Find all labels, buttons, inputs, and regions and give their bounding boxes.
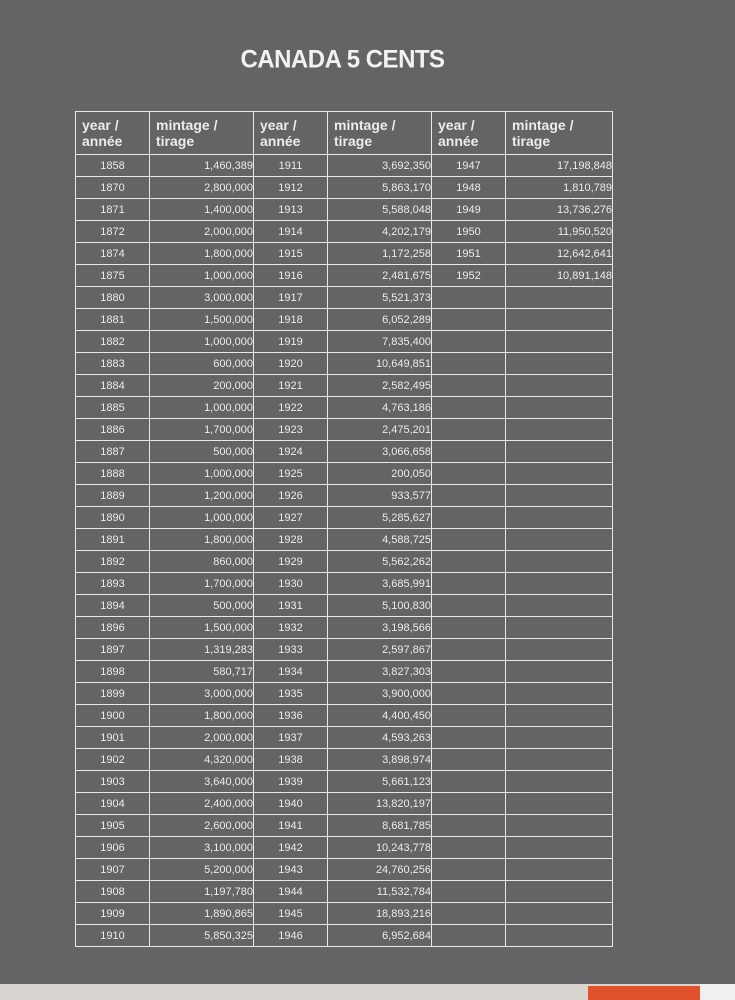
- mintage-cell: [506, 485, 613, 507]
- year-cell: 1901: [76, 727, 150, 749]
- year-cell: 1916: [254, 265, 328, 287]
- mintage-cell: [506, 397, 613, 419]
- year-cell: 1941: [254, 815, 328, 837]
- mintage-cell: 17,198,848: [506, 155, 613, 177]
- header-mintage: mintage / tirage: [150, 112, 254, 155]
- mintage-cell: 13,820,197: [328, 793, 432, 815]
- table-row: [76, 793, 613, 815]
- table-row: [76, 551, 613, 573]
- year-cell: 1935: [254, 683, 328, 705]
- mintage-cell: [506, 419, 613, 441]
- mintage-cell: 1,890,865: [150, 903, 254, 925]
- mintage-cell: 5,200,000: [150, 859, 254, 881]
- table-row: [76, 749, 613, 771]
- mintage-cell: 4,588,725: [328, 529, 432, 551]
- table-row: [76, 771, 613, 793]
- year-cell: 1871: [76, 199, 150, 221]
- year-cell: 1948: [432, 177, 506, 199]
- year-cell: 1899: [76, 683, 150, 705]
- mintage-cell: [506, 859, 613, 881]
- table-row: [76, 419, 613, 441]
- mintage-cell: 2,800,000: [150, 177, 254, 199]
- mintage-cell: 3,900,000: [328, 683, 432, 705]
- year-cell: 1907: [76, 859, 150, 881]
- year-cell: [432, 375, 506, 397]
- mintage-cell: [506, 507, 613, 529]
- mintage-cell: 1,460,389: [150, 155, 254, 177]
- mintage-cell: [506, 903, 613, 925]
- mintage-cell: 2,000,000: [150, 727, 254, 749]
- mintage-cell: 3,198,566: [328, 617, 432, 639]
- table-row: [76, 573, 613, 595]
- table-row: [76, 683, 613, 705]
- header-row: [76, 112, 613, 155]
- table-row: [76, 925, 613, 947]
- mintage-cell: 1,800,000: [150, 705, 254, 727]
- mintage-cell: 1,700,000: [150, 573, 254, 595]
- mintage-cell: 3,692,350: [328, 155, 432, 177]
- year-cell: 1896: [76, 617, 150, 639]
- year-cell: [432, 595, 506, 617]
- year-cell: 1944: [254, 881, 328, 903]
- table-row: [76, 265, 613, 287]
- year-cell: [432, 639, 506, 661]
- mintage-table: [75, 111, 613, 947]
- header-year: year / année: [254, 112, 328, 155]
- year-cell: 1913: [254, 199, 328, 221]
- table-row: [76, 837, 613, 859]
- mintage-cell: 5,285,627: [328, 507, 432, 529]
- table-row: [76, 661, 613, 683]
- mintage-cell: 4,593,263: [328, 727, 432, 749]
- table-row: [76, 529, 613, 551]
- mintage-cell: [506, 727, 613, 749]
- year-cell: [432, 331, 506, 353]
- mintage-cell: 13,736,276: [506, 199, 613, 221]
- year-cell: 1883: [76, 353, 150, 375]
- year-cell: 1900: [76, 705, 150, 727]
- mintage-cell: [506, 287, 613, 309]
- mintage-cell: 1,500,000: [150, 309, 254, 331]
- mintage-cell: [506, 595, 613, 617]
- mintage-cell: [506, 309, 613, 331]
- year-cell: [432, 551, 506, 573]
- year-cell: 1921: [254, 375, 328, 397]
- mintage-cell: 500,000: [150, 441, 254, 463]
- mintage-cell: [506, 925, 613, 947]
- year-cell: 1930: [254, 573, 328, 595]
- table-row: [76, 331, 613, 353]
- mintage-cell: 4,400,450: [328, 705, 432, 727]
- mintage-cell: 3,000,000: [150, 683, 254, 705]
- mintage-cell: 8,681,785: [328, 815, 432, 837]
- mintage-cell: 200,050: [328, 463, 432, 485]
- year-cell: 1919: [254, 331, 328, 353]
- year-cell: 1949: [432, 199, 506, 221]
- mintage-cell: 1,200,000: [150, 485, 254, 507]
- year-cell: 1942: [254, 837, 328, 859]
- mintage-cell: 7,835,400: [328, 331, 432, 353]
- page-title: CANADA 5 CENTS: [240, 45, 445, 74]
- table-row: [76, 397, 613, 419]
- year-cell: 1938: [254, 749, 328, 771]
- table-row: [76, 243, 613, 265]
- year-cell: 1931: [254, 595, 328, 617]
- year-cell: 1918: [254, 309, 328, 331]
- mintage-cell: [506, 375, 613, 397]
- year-cell: [432, 815, 506, 837]
- mintage-cell: [506, 639, 613, 661]
- year-cell: 1947: [432, 155, 506, 177]
- year-cell: 1928: [254, 529, 328, 551]
- table-header: [76, 112, 613, 155]
- year-cell: 1882: [76, 331, 150, 353]
- year-cell: 1884: [76, 375, 150, 397]
- year-cell: [432, 485, 506, 507]
- year-cell: 1904: [76, 793, 150, 815]
- mintage-cell: [506, 441, 613, 463]
- table-row: [76, 199, 613, 221]
- year-cell: [432, 859, 506, 881]
- year-cell: 1875: [76, 265, 150, 287]
- year-cell: [432, 683, 506, 705]
- year-cell: 1885: [76, 397, 150, 419]
- mintage-cell: 2,400,000: [150, 793, 254, 815]
- mintage-cell: [506, 353, 613, 375]
- table-row: [76, 595, 613, 617]
- mintage-cell: 10,243,778: [328, 837, 432, 859]
- year-cell: 1946: [254, 925, 328, 947]
- mintage-cell: 4,320,000: [150, 749, 254, 771]
- mintage-cell: [506, 529, 613, 551]
- year-cell: [432, 573, 506, 595]
- year-cell: 1886: [76, 419, 150, 441]
- mintage-cell: 12,642,641: [506, 243, 613, 265]
- table-row: [76, 463, 613, 485]
- year-cell: 1951: [432, 243, 506, 265]
- mintage-cell: 5,850,325: [150, 925, 254, 947]
- mintage-cell: [506, 331, 613, 353]
- year-cell: 1874: [76, 243, 150, 265]
- year-cell: 1890: [76, 507, 150, 529]
- table-row: [76, 287, 613, 309]
- year-cell: 1906: [76, 837, 150, 859]
- mintage-cell: 10,649,851: [328, 353, 432, 375]
- mintage-cell: [506, 705, 613, 727]
- year-cell: 1934: [254, 661, 328, 683]
- year-cell: 1912: [254, 177, 328, 199]
- mintage-cell: 3,100,000: [150, 837, 254, 859]
- year-cell: 1936: [254, 705, 328, 727]
- mintage-cell: [506, 881, 613, 903]
- year-cell: [432, 463, 506, 485]
- mintage-cell: 5,588,048: [328, 199, 432, 221]
- year-cell: 1905: [76, 815, 150, 837]
- mintage-cell: 500,000: [150, 595, 254, 617]
- year-cell: 1914: [254, 221, 328, 243]
- mintage-cell: 200,000: [150, 375, 254, 397]
- mintage-cell: 5,863,170: [328, 177, 432, 199]
- mintage-cell: 860,000: [150, 551, 254, 573]
- year-cell: 1952: [432, 265, 506, 287]
- mintage-cell: 1,197,780: [150, 881, 254, 903]
- mintage-cell: [506, 771, 613, 793]
- year-cell: 1880: [76, 287, 150, 309]
- header-year: year / année: [76, 112, 150, 155]
- mintage-cell: 24,760,256: [328, 859, 432, 881]
- year-cell: 1927: [254, 507, 328, 529]
- year-cell: [432, 661, 506, 683]
- table-row: [76, 485, 613, 507]
- mintage-cell: 5,521,373: [328, 287, 432, 309]
- year-cell: 1945: [254, 903, 328, 925]
- mintage-cell: 1,500,000: [150, 617, 254, 639]
- year-cell: 1870: [76, 177, 150, 199]
- year-cell: 1889: [76, 485, 150, 507]
- mintage-cell: [506, 661, 613, 683]
- mintage-cell: [506, 815, 613, 837]
- header-mintage: mintage / tirage: [328, 112, 432, 155]
- mintage-cell: 11,532,784: [328, 881, 432, 903]
- year-cell: 1933: [254, 639, 328, 661]
- year-cell: 1887: [76, 441, 150, 463]
- year-cell: [432, 749, 506, 771]
- year-cell: 1897: [76, 639, 150, 661]
- table-body: [76, 155, 613, 947]
- mintage-cell: 1,000,000: [150, 397, 254, 419]
- mintage-cell: 933,577: [328, 485, 432, 507]
- mintage-cell: 2,000,000: [150, 221, 254, 243]
- year-cell: [432, 397, 506, 419]
- mintage-cell: 2,481,675: [328, 265, 432, 287]
- year-cell: [432, 287, 506, 309]
- year-cell: 1929: [254, 551, 328, 573]
- year-cell: [432, 529, 506, 551]
- year-cell: [432, 727, 506, 749]
- mintage-cell: 1,000,000: [150, 331, 254, 353]
- table-row: [76, 155, 613, 177]
- year-cell: 1910: [76, 925, 150, 947]
- mintage-cell: 600,000: [150, 353, 254, 375]
- mintage-cell: 1,172,258: [328, 243, 432, 265]
- table-row: [76, 617, 613, 639]
- year-cell: 1940: [254, 793, 328, 815]
- table-row: [76, 353, 613, 375]
- mintage-cell: 2,475,201: [328, 419, 432, 441]
- mintage-cell: 2,597,867: [328, 639, 432, 661]
- mintage-cell: 3,000,000: [150, 287, 254, 309]
- year-cell: 1932: [254, 617, 328, 639]
- year-cell: 1902: [76, 749, 150, 771]
- mintage-cell: 3,898,974: [328, 749, 432, 771]
- year-cell: [432, 881, 506, 903]
- table-row: [76, 727, 613, 749]
- mintage-cell: 10,891,148: [506, 265, 613, 287]
- year-cell: 1939: [254, 771, 328, 793]
- year-cell: 1924: [254, 441, 328, 463]
- year-cell: 1858: [76, 155, 150, 177]
- mintage-cell: 1,810,789: [506, 177, 613, 199]
- mintage-cell: [506, 617, 613, 639]
- mintage-cell: 1,800,000: [150, 243, 254, 265]
- year-cell: 1893: [76, 573, 150, 595]
- table-row: [76, 177, 613, 199]
- mintage-cell: 1,700,000: [150, 419, 254, 441]
- year-cell: [432, 419, 506, 441]
- year-cell: 1909: [76, 903, 150, 925]
- year-cell: 1881: [76, 309, 150, 331]
- year-cell: 1925: [254, 463, 328, 485]
- year-cell: 1898: [76, 661, 150, 683]
- mintage-cell: 2,600,000: [150, 815, 254, 837]
- year-cell: 1917: [254, 287, 328, 309]
- year-cell: [432, 771, 506, 793]
- mintage-cell: 18,893,216: [328, 903, 432, 925]
- year-cell: 1915: [254, 243, 328, 265]
- year-cell: [432, 705, 506, 727]
- table-row: [76, 507, 613, 529]
- year-cell: 1943: [254, 859, 328, 881]
- year-cell: 1908: [76, 881, 150, 903]
- mintage-cell: 3,066,658: [328, 441, 432, 463]
- mintage-cell: [506, 837, 613, 859]
- table-row: [76, 859, 613, 881]
- mintage-cell: 5,100,830: [328, 595, 432, 617]
- year-cell: [432, 925, 506, 947]
- year-cell: [432, 793, 506, 815]
- mintage-cell: 6,052,289: [328, 309, 432, 331]
- mintage-cell: 3,685,991: [328, 573, 432, 595]
- mintage-cell: 1,319,283: [150, 639, 254, 661]
- table-row: [76, 309, 613, 331]
- year-cell: 1911: [254, 155, 328, 177]
- table-row: [76, 441, 613, 463]
- cover-accent-light: [700, 984, 735, 1000]
- mintage-cell: 11,950,520: [506, 221, 613, 243]
- year-cell: 1903: [76, 771, 150, 793]
- mintage-cell: 4,763,186: [328, 397, 432, 419]
- year-cell: 1920: [254, 353, 328, 375]
- bottom-edge: [0, 984, 735, 1000]
- year-cell: [432, 903, 506, 925]
- year-cell: 1926: [254, 485, 328, 507]
- mintage-cell: 5,562,262: [328, 551, 432, 573]
- mintage-cell: 580,717: [150, 661, 254, 683]
- mintage-cell: 1,400,000: [150, 199, 254, 221]
- year-cell: 1937: [254, 727, 328, 749]
- mintage-cell: 2,582,495: [328, 375, 432, 397]
- year-cell: 1923: [254, 419, 328, 441]
- mintage-cell: [506, 793, 613, 815]
- mintage-cell: [506, 749, 613, 771]
- year-cell: 1950: [432, 221, 506, 243]
- table-row: [76, 705, 613, 727]
- table-row: [76, 815, 613, 837]
- year-cell: [432, 837, 506, 859]
- year-cell: [432, 441, 506, 463]
- table-row: [76, 375, 613, 397]
- year-cell: 1888: [76, 463, 150, 485]
- mintage-cell: 3,640,000: [150, 771, 254, 793]
- mintage-cell: 1,000,000: [150, 463, 254, 485]
- year-cell: [432, 617, 506, 639]
- mintage-cell: 1,000,000: [150, 507, 254, 529]
- header-year: year / année: [432, 112, 506, 155]
- mintage-cell: 3,827,303: [328, 661, 432, 683]
- year-cell: 1922: [254, 397, 328, 419]
- mintage-cell: 1,000,000: [150, 265, 254, 287]
- year-cell: [432, 353, 506, 375]
- table-row: [76, 881, 613, 903]
- mintage-cell: 5,661,123: [328, 771, 432, 793]
- year-cell: 1891: [76, 529, 150, 551]
- year-cell: 1894: [76, 595, 150, 617]
- table-row: [76, 221, 613, 243]
- mintage-cell: [506, 683, 613, 705]
- mintage-cell: [506, 551, 613, 573]
- table-row: [76, 903, 613, 925]
- year-cell: 1892: [76, 551, 150, 573]
- mintage-cell: [506, 573, 613, 595]
- year-cell: 1872: [76, 221, 150, 243]
- year-cell: [432, 309, 506, 331]
- mintage-cell: [506, 463, 613, 485]
- year-cell: [432, 507, 506, 529]
- table-row: [76, 639, 613, 661]
- mintage-cell: 6,952,684: [328, 925, 432, 947]
- mintage-cell: 4,202,179: [328, 221, 432, 243]
- header-mintage: mintage / tirage: [506, 112, 613, 155]
- mintage-cell: 1,800,000: [150, 529, 254, 551]
